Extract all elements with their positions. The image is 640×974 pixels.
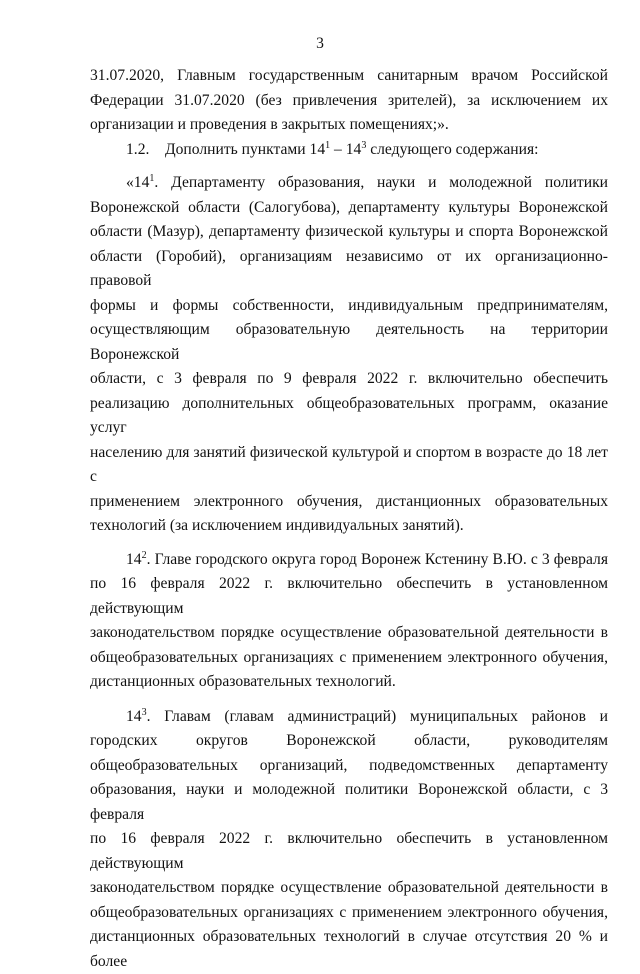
text-line: Воронежской области (Салогубова), департаменту культуры Воронежской <box>90 196 608 221</box>
text-line: 31.07.2020, Главным государственным санитарным врачом Российской <box>90 64 608 89</box>
text-line: $14^2$. Главе городского округа город Воронеж Кстенину В.Ю. с 3 февраля <box>90 548 608 573</box>
text-line: области (Горобий), организациям независимо от их организационно-правовой <box>90 245 608 294</box>
item-heading: 1.2. Дополнить пунктами $14^1 - 14^3$ следующего содержания: <box>126 141 538 158</box>
text-line: общеобразовательных организаций, подведомственных департаменту <box>90 754 608 779</box>
text-line: организации и проведения в закрытых помещениях;». <box>90 113 608 138</box>
paragraph-item-1-2 <box>90 138 608 163</box>
text-line: населению для занятий физической культурой и спортом в возрасте до 18 лет с <box>90 441 608 490</box>
document-body <box>90 64 608 974</box>
text-line: области, с 3 февраля по 9 февраля 2022 г. включительно обеспечить <box>90 367 608 392</box>
text-line: образования, науки и молодежной политики Воронежской области, с 3 февраля <box>90 778 608 827</box>
paragraph-item-14-1 <box>90 171 608 539</box>
paragraph-item-14-3 <box>90 705 608 974</box>
text-line: общеобразовательных организациях с применением электронного обучения, <box>90 901 608 926</box>
text-line: дистанционных образовательных технологий. <box>90 670 608 695</box>
text-line: осуществляющим образовательную деятельность на территории Воронежской <box>90 318 608 367</box>
text-line: по 16 февраля 2022 г. включительно обеспечить в установленном действующим <box>90 572 608 621</box>
text-line: области (Мазур), департаменту физической культуры и спорта Воронежской <box>90 220 608 245</box>
text-line: по 16 февраля 2022 г. включительно обеспечить в установленном действующим <box>90 827 608 876</box>
text-line: применением электронного обучения, дистанционных образовательных <box>90 490 608 515</box>
paragraph-item-14-2 <box>90 548 608 695</box>
text-line: законодательством порядке осуществление образовательной деятельности в <box>90 876 608 901</box>
text-line: дистанционных образовательных технологий в случае отсутствия 20 % и более <box>90 925 608 974</box>
text-line: Федерации 31.07.2020 (без привлечения зрителей), за исключением их <box>90 89 608 114</box>
paragraph-continuation <box>90 64 608 138</box>
page-number: 3 <box>0 34 640 54</box>
text-line: формы и формы собственности, индивидуальным предпринимателям, <box>90 294 608 319</box>
text-line: городских округов Воронежской области, руководителям <box>90 729 608 754</box>
text-line: $14^3$. Главам (главам администраций) муниципальных районов и <box>90 705 608 730</box>
text-line: технологий (за исключением индивидуальных занятий). <box>90 514 608 539</box>
text-line: законодательством порядке осуществление образовательной деятельности в <box>90 621 608 646</box>
text-line: реализацию дополнительных общеобразовательных программ, оказание услуг <box>90 392 608 441</box>
text-line: «$14^1$. Департаменту образования, науки и молодежной политики <box>90 171 608 196</box>
text-line: общеобразовательных организациях с применением электронного обучения, <box>90 646 608 671</box>
